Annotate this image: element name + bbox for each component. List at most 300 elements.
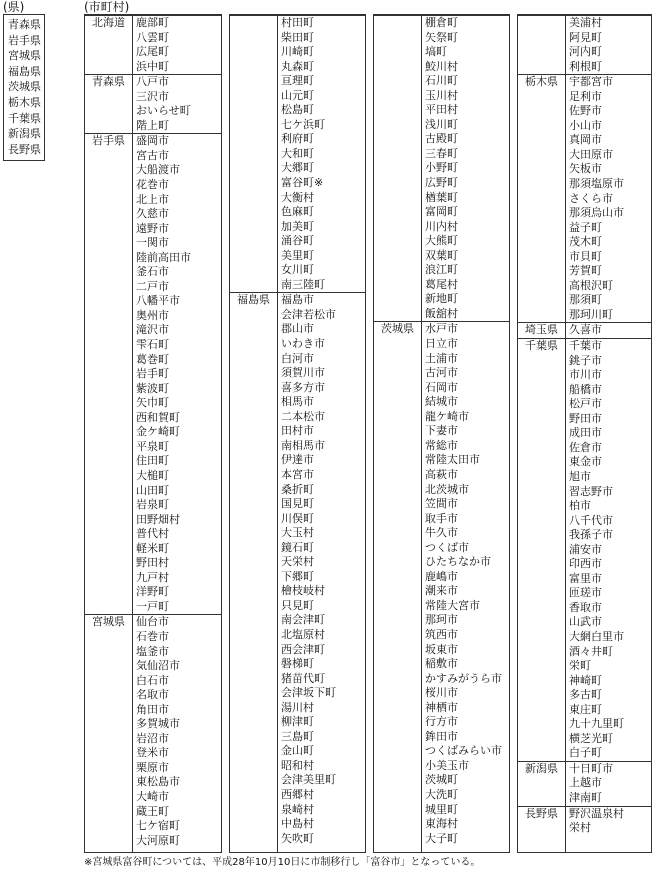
municipality-row <box>518 279 651 294</box>
municipality-row <box>374 103 509 118</box>
municipality-row <box>518 354 651 369</box>
municipality-name: 市川市 <box>569 368 602 382</box>
municipality-row <box>374 584 509 599</box>
municipality-row <box>374 424 509 439</box>
municipality-row <box>374 672 509 687</box>
municipality-name: 我孫子市 <box>569 528 613 542</box>
municipality-name: 牛久市 <box>425 526 458 540</box>
municipality-name: 南三陸町 <box>281 277 325 291</box>
municipality-row <box>374 220 509 235</box>
municipality-name: 階上町 <box>136 118 169 132</box>
municipality-column-4 <box>517 14 652 853</box>
municipality-name: 小野町 <box>425 161 458 175</box>
municipality-name: 大洗町 <box>425 787 458 801</box>
municipality-row <box>518 455 651 470</box>
municipality-name: 新地町 <box>425 292 458 306</box>
municipality-row <box>374 773 509 788</box>
municipality-name: 会津若松市 <box>281 307 336 321</box>
municipality-row <box>85 498 221 513</box>
municipality-row <box>374 249 509 264</box>
municipality-name: 川内村 <box>425 219 458 233</box>
municipality-row <box>230 205 365 220</box>
municipality-name: 葛巻町 <box>136 352 169 366</box>
municipality-row <box>374 744 509 759</box>
municipality-name: 土浦市 <box>425 351 458 365</box>
municipality-name: 滝沢市 <box>136 323 169 337</box>
municipality-row <box>85 556 221 571</box>
municipality-column-2 <box>229 14 366 853</box>
prefecture-item: 長野県 <box>8 142 41 156</box>
municipality-name: 利根町 <box>569 59 602 73</box>
municipality-row <box>230 584 365 599</box>
municipality-name: 金山町 <box>281 744 314 758</box>
municipality-name: 石巻市 <box>136 629 169 643</box>
municipality-row <box>85 396 221 411</box>
municipality-name: 成田市 <box>569 426 602 440</box>
municipality-row <box>85 411 221 426</box>
municipality-name: 高萩市 <box>425 467 458 481</box>
municipality-row <box>85 353 221 368</box>
municipality-row <box>230 381 365 396</box>
municipality-name: 村田町 <box>281 16 314 29</box>
municipality-name: 福島市 <box>281 293 314 307</box>
municipality-name: 浅川町 <box>425 117 458 131</box>
municipality-name: 久慈市 <box>136 207 169 221</box>
municipality-row <box>374 31 509 46</box>
municipality-row <box>85 732 221 747</box>
municipality-name: 鹿部町 <box>136 16 169 29</box>
municipality-row <box>518 659 651 674</box>
municipality-name: 平田村 <box>425 103 458 117</box>
municipality-row <box>374 453 509 468</box>
municipality-name: 岩手町 <box>136 367 169 381</box>
municipality-name: 小山市 <box>569 118 602 132</box>
municipality-name: 城里町 <box>425 802 458 816</box>
municipality-row <box>85 717 221 732</box>
municipality-row <box>518 60 651 75</box>
municipality-name: 上越市 <box>569 776 602 790</box>
municipality-name: 笠間市 <box>425 497 458 511</box>
municipality-row <box>230 89 365 104</box>
municipality-name: 山田町 <box>136 483 169 497</box>
prefecture-header: (県) <box>3 0 25 14</box>
municipality-row <box>230 715 365 730</box>
municipality-row <box>230 176 365 191</box>
prefecture-label: 埼玉県 <box>525 323 558 337</box>
municipality-row <box>85 805 221 820</box>
municipality-name: 柴田町 <box>281 30 314 44</box>
prefecture-item: 岩手県 <box>8 33 41 47</box>
municipality-row <box>230 352 365 367</box>
municipality-row <box>230 395 365 410</box>
municipality-row <box>230 613 365 628</box>
municipality-name: 筑西市 <box>425 627 458 641</box>
municipality-row <box>518 148 651 163</box>
municipality-row <box>85 265 221 280</box>
municipality-row <box>518 791 651 806</box>
municipality-row <box>85 60 221 75</box>
municipality-row <box>374 278 509 293</box>
municipality-name: 野田市 <box>569 411 602 425</box>
municipality-row <box>85 425 221 440</box>
municipality-name: 山武市 <box>569 615 602 629</box>
municipality-name: 那須塩原市 <box>569 177 624 191</box>
municipality-row <box>85 454 221 469</box>
municipality-column-3 <box>373 14 510 853</box>
municipality-name: 洋野町 <box>136 585 169 599</box>
municipality-name: 旭市 <box>569 469 591 483</box>
municipality-name: 檜枝岐村 <box>281 584 325 598</box>
municipality-row <box>85 119 221 134</box>
municipality-row <box>230 468 365 483</box>
municipality-row <box>85 294 221 309</box>
municipality-row <box>374 15 509 31</box>
municipality-row <box>374 803 509 818</box>
municipality-row <box>374 439 509 454</box>
municipality-name: 鹿嶋市 <box>425 569 458 583</box>
municipality-name: 釜石市 <box>136 265 169 279</box>
municipality-row <box>85 104 221 119</box>
municipality-name: 大熊町 <box>425 234 458 248</box>
municipality-name: 大郷町 <box>281 161 314 175</box>
municipality-row <box>518 264 651 279</box>
municipality-name: 鏡石町 <box>281 540 314 554</box>
municipality-row <box>85 323 221 338</box>
municipality-name: 匝瑳市 <box>569 586 602 600</box>
municipality-name: 那須烏山市 <box>569 206 624 220</box>
municipality-name: 宇都宮市 <box>569 75 613 89</box>
prefecture-item: 宮城県 <box>8 49 41 63</box>
municipality-name: 東海村 <box>425 817 458 831</box>
municipality-row <box>518 761 651 777</box>
municipality-row <box>374 292 509 307</box>
municipality-row <box>230 31 365 46</box>
municipality-row <box>230 410 365 425</box>
municipality-name: 鉾田市 <box>425 729 458 743</box>
municipality-row <box>85 193 221 208</box>
municipality-name: 登米市 <box>136 746 169 760</box>
municipality-row <box>85 133 221 149</box>
municipality-row <box>374 161 509 176</box>
municipality-name: 大田原市 <box>569 147 613 161</box>
municipality-row <box>374 483 509 498</box>
municipality-name: 富岡町 <box>425 205 458 219</box>
municipality-row <box>374 381 509 396</box>
municipality-name: 九戸村 <box>136 570 169 584</box>
municipality-name: 西和賀町 <box>136 410 180 424</box>
municipality-name: 八幡平市 <box>136 294 180 308</box>
municipality-name: 三島町 <box>281 729 314 743</box>
municipality-row <box>518 308 651 323</box>
municipality-row <box>230 483 365 498</box>
municipality-name: 大崎市 <box>136 789 169 803</box>
municipality-row <box>374 410 509 425</box>
municipality-row <box>518 104 651 119</box>
municipality-header: (市町村) <box>84 0 130 14</box>
municipality-row <box>518 293 651 308</box>
municipality-name: 益子町 <box>569 220 602 234</box>
municipality-name: 泉崎村 <box>281 802 314 816</box>
municipality-row <box>518 177 651 192</box>
municipality-name: 真岡市 <box>569 133 602 147</box>
municipality-name: 潮来市 <box>425 584 458 598</box>
municipality-name: 浪江町 <box>425 263 458 277</box>
municipality-name: 盛岡市 <box>136 134 169 148</box>
municipality-row <box>85 45 221 60</box>
municipality-row <box>374 118 509 133</box>
municipality-row <box>85 703 221 718</box>
municipality-name: 栄町 <box>569 659 591 673</box>
municipality-name: 十日町市 <box>569 761 613 775</box>
municipality-row <box>230 701 365 716</box>
municipality-name: 矢吹町 <box>281 831 314 845</box>
municipality-row <box>374 686 509 701</box>
municipality-name: 芳賀町 <box>569 264 602 278</box>
municipality-name: 石岡市 <box>425 380 458 394</box>
municipality-name: 大河原町 <box>136 833 180 847</box>
municipality-name: 津南町 <box>569 790 602 804</box>
municipality-row <box>518 90 651 105</box>
municipality-name: 坂東市 <box>425 642 458 656</box>
municipality-row <box>85 674 221 689</box>
municipality-row <box>85 251 221 266</box>
municipality-row <box>518 235 651 250</box>
municipality-name: おいらせ町 <box>136 104 191 118</box>
municipality-row <box>518 514 651 529</box>
municipality-row <box>230 337 365 352</box>
municipality-row <box>230 366 365 381</box>
municipality-row <box>85 659 221 674</box>
municipality-row <box>230 308 365 323</box>
municipality-name: 大網白里市 <box>569 629 624 643</box>
municipality-row <box>85 338 221 353</box>
municipality-row <box>230 628 365 643</box>
municipality-name: 飯舘村 <box>425 306 458 320</box>
municipality-column-1 <box>84 14 222 853</box>
municipality-row <box>518 586 651 601</box>
municipality-row <box>518 322 651 338</box>
municipality-name: 磐梯町 <box>281 657 314 671</box>
municipality-name: 花巻市 <box>136 178 169 192</box>
municipality-name: 岩泉町 <box>136 498 169 512</box>
municipality-name: 会津美里町 <box>281 773 336 787</box>
municipality-name: 涌谷町 <box>281 234 314 248</box>
municipality-row <box>374 832 509 847</box>
municipality-row <box>374 337 509 352</box>
municipality-row <box>230 132 365 147</box>
municipality-name: 鮫川村 <box>425 59 458 73</box>
municipality-row <box>374 657 509 672</box>
municipality-name: 香取市 <box>569 600 602 614</box>
municipality-name: 浜中町 <box>136 59 169 73</box>
municipality-row <box>518 543 651 558</box>
prefecture-list <box>3 14 45 161</box>
municipality-name: 岩沼市 <box>136 731 169 745</box>
municipality-name: 女川町 <box>281 263 314 277</box>
municipality-row <box>85 382 221 397</box>
municipality-name: 広尾町 <box>136 45 169 59</box>
municipality-row <box>518 688 651 703</box>
municipality-name: 栗原市 <box>136 760 169 774</box>
municipality-name: 西郷村 <box>281 787 314 801</box>
municipality-row <box>230 657 365 672</box>
municipality-row <box>230 74 365 89</box>
municipality-row <box>85 149 221 164</box>
municipality-name: 下妻市 <box>425 424 458 438</box>
municipality-row <box>230 424 365 439</box>
municipality-row <box>85 761 221 776</box>
municipality-row <box>85 15 221 31</box>
municipality-row <box>230 773 365 788</box>
municipality-name: 常陸大宮市 <box>425 598 480 612</box>
municipality-name: 天栄村 <box>281 555 314 569</box>
municipality-name: 神栖市 <box>425 700 458 714</box>
municipality-name: 七ケ宿町 <box>136 819 180 833</box>
municipality-name: 美里町 <box>281 248 314 262</box>
municipality-name: 伊達市 <box>281 453 314 467</box>
municipality-row <box>230 60 365 75</box>
prefecture-label: 千葉県 <box>525 339 558 353</box>
municipality-row <box>85 90 221 105</box>
municipality-name: 二本松市 <box>281 409 325 423</box>
municipality-name: 河内町 <box>569 45 602 59</box>
municipality-name: 下郷町 <box>281 569 314 583</box>
municipality-name: 阿見町 <box>569 30 602 44</box>
municipality-name: 普代村 <box>136 527 169 541</box>
municipality-row <box>374 468 509 483</box>
municipality-row <box>230 161 365 176</box>
municipality-row <box>518 615 651 630</box>
municipality-name: 矢板市 <box>569 162 602 176</box>
municipality-name: 浦安市 <box>569 542 602 556</box>
municipality-row <box>85 367 221 382</box>
municipality-name: 利府町 <box>281 132 314 146</box>
municipality-name: 猪苗代町 <box>281 671 325 685</box>
municipality-name: 玉川村 <box>425 88 458 102</box>
municipality-name: 小美玉市 <box>425 758 469 772</box>
municipality-row <box>518 499 651 514</box>
municipality-name: 習志野市 <box>569 484 613 498</box>
municipality-name: さくら市 <box>569 191 613 205</box>
municipality-name: つくばみらい市 <box>425 744 502 758</box>
municipality-row <box>374 234 509 249</box>
municipality-row <box>518 630 651 645</box>
municipality-name: 多賀城市 <box>136 717 180 731</box>
municipality-name: 北塩原村 <box>281 627 325 641</box>
municipality-row <box>518 74 651 90</box>
municipality-row <box>85 280 221 295</box>
municipality-name: 仙台市 <box>136 615 169 629</box>
municipality-row <box>374 263 509 278</box>
municipality-row <box>85 571 221 586</box>
municipality-row <box>518 15 651 31</box>
municipality-row <box>518 441 651 456</box>
municipality-row <box>374 352 509 367</box>
municipality-row <box>230 643 365 658</box>
municipality-name: 桑折町 <box>281 482 314 496</box>
municipality-row <box>518 717 651 732</box>
municipality-row <box>230 832 365 847</box>
municipality-row <box>374 613 509 628</box>
municipality-row <box>374 555 509 570</box>
municipality-name: 棚倉町 <box>425 16 458 29</box>
municipality-name: 住田町 <box>136 454 169 468</box>
municipality-name: 茨城町 <box>425 773 458 787</box>
municipality-name: 柳津町 <box>281 715 314 729</box>
municipality-name: 野沢温泉村 <box>569 806 624 820</box>
municipality-row <box>85 630 221 645</box>
municipality-name: 奥州市 <box>136 308 169 322</box>
municipality-name: 八戸市 <box>136 75 169 89</box>
municipality-name: 金ケ崎町 <box>136 425 180 439</box>
municipality-name: 南相馬市 <box>281 438 325 452</box>
municipality-row <box>85 178 221 193</box>
municipality-row <box>85 163 221 178</box>
municipality-row <box>374 643 509 658</box>
municipality-name: 双葉町 <box>425 248 458 262</box>
municipality-name: 取手市 <box>425 511 458 525</box>
municipality-row <box>374 366 509 381</box>
municipality-row <box>85 236 221 251</box>
municipality-name: 東松島市 <box>136 775 180 789</box>
municipality-name: ひたちなか市 <box>425 555 491 569</box>
municipality-row <box>85 614 221 630</box>
municipality-name: 常総市 <box>425 438 458 452</box>
municipality-name: 稲敷市 <box>425 657 458 671</box>
municipality-row <box>230 220 365 235</box>
municipality-row <box>518 45 651 60</box>
municipality-row <box>518 133 651 148</box>
municipality-name: 加美町 <box>281 219 314 233</box>
municipality-name: 郡山市 <box>281 322 314 336</box>
municipality-row <box>518 732 651 747</box>
prefecture-label: 宮城県 <box>92 615 125 629</box>
municipality-name: 古殿町 <box>425 132 458 146</box>
municipality-name: 七ケ浜町 <box>281 117 325 131</box>
municipality-name: 佐野市 <box>569 104 602 118</box>
municipality-name: 富里市 <box>569 571 602 585</box>
municipality-row <box>85 790 221 805</box>
municipality-name: 田野畑村 <box>136 512 180 526</box>
municipality-row <box>85 600 221 615</box>
municipality-name: 常陸太田市 <box>425 453 480 467</box>
municipality-row <box>230 512 365 527</box>
municipality-row <box>85 440 221 455</box>
municipality-row <box>518 601 651 616</box>
municipality-name: 銚子市 <box>569 353 602 367</box>
municipality-name: 陸前高田市 <box>136 250 191 264</box>
prefecture-label: 北海道 <box>92 16 125 29</box>
municipality-name: 川崎町 <box>281 45 314 59</box>
municipality-name: 多古町 <box>569 688 602 702</box>
municipality-row <box>518 397 651 412</box>
municipality-name: 三沢市 <box>136 89 169 103</box>
prefecture-label: 青森県 <box>92 75 125 89</box>
municipality-row <box>518 528 651 543</box>
municipality-row <box>374 132 509 147</box>
municipality-row <box>230 15 365 31</box>
municipality-row <box>374 817 509 832</box>
municipality-row <box>85 484 221 499</box>
municipality-row <box>230 555 365 570</box>
prefecture-item: 新潟県 <box>8 127 41 141</box>
municipality-row <box>230 526 365 541</box>
municipality-row <box>374 570 509 585</box>
municipality-name: 日立市 <box>425 337 458 351</box>
municipality-name: 一関市 <box>136 236 169 250</box>
municipality-name: 亘理町 <box>281 74 314 88</box>
municipality-name: 東金市 <box>569 455 602 469</box>
